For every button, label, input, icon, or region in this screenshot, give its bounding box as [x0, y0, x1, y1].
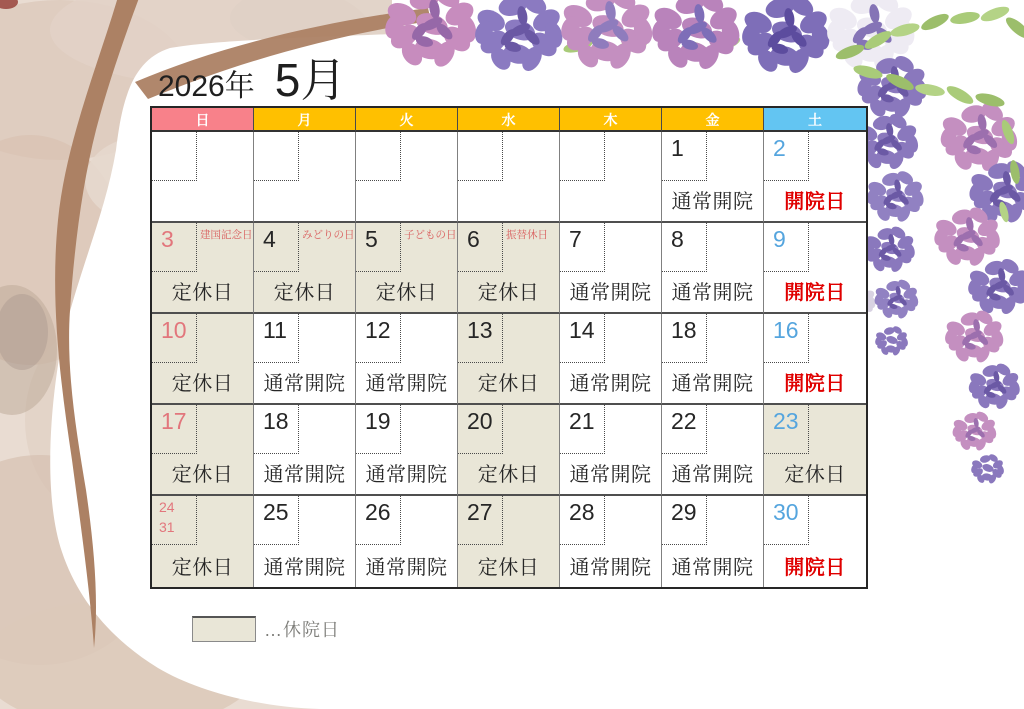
date-number: 1 — [671, 135, 684, 161]
date-number: 14 — [569, 317, 595, 343]
calendar-cell — [254, 405, 356, 496]
calendar-cell — [560, 132, 662, 223]
calendar-cell — [458, 496, 560, 587]
status-label: 定休日 — [375, 282, 438, 304]
date-number: 30 — [773, 499, 799, 525]
status-label: 定休日 — [477, 557, 540, 579]
calendar-title — [158, 44, 346, 110]
weekday-header-sat: 土 — [764, 108, 866, 132]
date-box — [662, 496, 707, 545]
calendar-cell — [356, 314, 458, 405]
date-box — [560, 132, 605, 181]
status-label: 通常開院 — [569, 557, 652, 579]
date-box — [356, 496, 401, 545]
date-number: 12 — [365, 317, 391, 343]
date-box — [662, 223, 707, 272]
calendar-cell — [764, 314, 866, 405]
calendar-cell — [662, 223, 764, 314]
calendar-cell — [560, 496, 662, 587]
date-box — [254, 405, 299, 454]
legend-label: …休院日 — [264, 620, 340, 640]
date-box — [254, 314, 299, 363]
weekday-header-thu: 木 — [560, 108, 662, 132]
date-number: 21 — [569, 408, 595, 434]
date-box — [662, 405, 707, 454]
calendar-grid — [152, 132, 866, 587]
status-label: 開院日 — [784, 557, 846, 579]
status-label: 定休日 — [171, 282, 234, 304]
status-label: 通常開院 — [569, 282, 652, 304]
date-box — [458, 132, 503, 181]
weekday-header-row — [152, 108, 866, 132]
calendar-table — [150, 106, 868, 589]
date-box — [458, 496, 503, 545]
calendar-cell — [662, 132, 764, 223]
status-label: 通常開院 — [671, 191, 754, 213]
weekday-header-tue: 火 — [356, 108, 458, 132]
calendar-cell — [662, 405, 764, 496]
date-number: 7 — [569, 226, 582, 252]
date-number: 24 31 — [159, 499, 175, 535]
weekday-header-mon: 月 — [254, 108, 356, 132]
status-label: 定休日 — [477, 282, 540, 304]
date-box — [662, 314, 707, 363]
date-box — [152, 132, 197, 181]
status-label: 定休日 — [477, 464, 540, 486]
calendar-cell — [764, 223, 866, 314]
status-label: 通常開院 — [569, 373, 652, 395]
title-month: 5月 — [274, 54, 347, 106]
calendar-cell — [764, 496, 866, 587]
title-year: 2026年 — [158, 70, 255, 103]
date-number: 25 — [263, 499, 289, 525]
date-box — [560, 405, 605, 454]
date-number: 6 — [467, 226, 480, 252]
calendar-cell — [560, 314, 662, 405]
holiday-label: 建国記念日 — [200, 229, 253, 241]
status-label: 通常開院 — [365, 373, 448, 395]
status-label: 通常開院 — [569, 464, 652, 486]
date-box — [560, 314, 605, 363]
date-number: 10 — [161, 317, 187, 343]
date-number: 28 — [569, 499, 595, 525]
status-label: 通常開院 — [671, 373, 754, 395]
date-box — [458, 223, 503, 272]
date-box — [356, 405, 401, 454]
date-box — [764, 314, 809, 363]
date-number: 18 — [671, 317, 697, 343]
calendar-cell — [356, 496, 458, 587]
status-label: 通常開院 — [671, 464, 754, 486]
status-label: 通常開院 — [671, 282, 754, 304]
calendar-cell — [152, 405, 254, 496]
date-box — [356, 314, 401, 363]
calendar-cell — [152, 132, 254, 223]
date-number: 20 — [467, 408, 493, 434]
status-label: 通常開院 — [365, 464, 448, 486]
date-number: 11 — [263, 317, 287, 343]
date-number: 22 — [671, 408, 697, 434]
weekday-header-sun: 日 — [152, 108, 254, 132]
date-number: 19 — [365, 408, 391, 434]
date-box — [560, 496, 605, 545]
calendar-cell — [356, 223, 458, 314]
date-box — [458, 314, 503, 363]
holiday-label: みどりの日 — [302, 229, 355, 241]
date-number: 26 — [365, 499, 391, 525]
date-number: 3 — [161, 226, 174, 252]
date-number: 27 — [467, 499, 493, 525]
date-box — [254, 496, 299, 545]
date-number: 5 — [365, 226, 378, 252]
date-box — [254, 223, 299, 272]
date-box — [764, 223, 809, 272]
calendar-cell — [560, 223, 662, 314]
status-label: 開院日 — [784, 373, 846, 395]
calendar-cell — [458, 223, 560, 314]
calendar-cell — [356, 132, 458, 223]
calendar-cell — [152, 314, 254, 405]
calendar-cell — [764, 132, 866, 223]
weekday-header-wed: 水 — [458, 108, 560, 132]
date-number: 2 — [773, 135, 786, 161]
calendar-cell — [254, 314, 356, 405]
date-number: 29 — [671, 499, 697, 525]
calendar-cell — [254, 496, 356, 587]
calendar-cell — [152, 496, 254, 587]
date-box — [152, 496, 197, 545]
status-label: 定休日 — [273, 282, 336, 304]
calendar-cell — [152, 223, 254, 314]
calendar-cell — [254, 132, 356, 223]
calendar-cell — [254, 223, 356, 314]
status-label: 定休日 — [171, 557, 234, 579]
status-label: 定休日 — [477, 373, 540, 395]
status-label: 定休日 — [171, 373, 234, 395]
status-label: 通常開院 — [671, 557, 754, 579]
date-box — [356, 132, 401, 181]
date-box — [152, 314, 197, 363]
status-label: 開院日 — [784, 191, 846, 213]
calendar-cell — [458, 132, 560, 223]
date-number: 18 — [263, 408, 289, 434]
date-box — [152, 405, 197, 454]
calendar-cell — [458, 405, 560, 496]
status-label: 通常開院 — [263, 464, 346, 486]
date-number: 23 — [773, 408, 799, 434]
holiday-label: 振替休日 — [506, 229, 548, 241]
date-box — [254, 132, 299, 181]
date-box — [764, 405, 809, 454]
status-label: 定休日 — [171, 464, 234, 486]
status-label: 通常開院 — [365, 557, 448, 579]
calendar-cell — [458, 314, 560, 405]
calendar-cell — [662, 314, 764, 405]
calendar-cell — [356, 405, 458, 496]
calendar-cell — [560, 405, 662, 496]
date-box — [764, 496, 809, 545]
legend — [192, 616, 340, 642]
weekday-header-fri: 金 — [662, 108, 764, 132]
date-box — [458, 405, 503, 454]
date-number: 9 — [773, 226, 786, 252]
status-label: 開院日 — [784, 282, 846, 304]
legend-closed-swatch — [192, 616, 256, 642]
date-box — [356, 223, 401, 272]
status-label: 定休日 — [784, 464, 846, 486]
calendar-cell — [764, 405, 866, 496]
date-box — [764, 132, 809, 181]
date-box — [560, 223, 605, 272]
date-number: 16 — [773, 317, 799, 343]
calendar-cell — [662, 496, 764, 587]
date-number: 13 — [467, 317, 493, 343]
status-label: 通常開院 — [263, 373, 346, 395]
date-number: 8 — [671, 226, 684, 252]
status-label: 通常開院 — [263, 557, 346, 579]
date-box — [152, 223, 197, 272]
holiday-label: 子どもの日 — [404, 229, 457, 241]
date-number: 17 — [161, 408, 187, 434]
date-box — [662, 132, 707, 181]
date-number: 4 — [263, 226, 276, 252]
